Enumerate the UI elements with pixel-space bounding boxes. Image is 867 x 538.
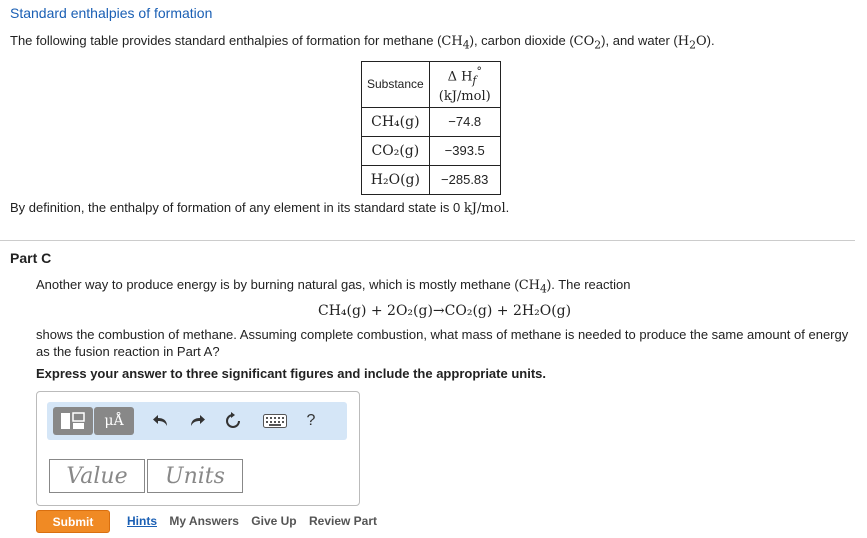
answer-instruction: Express your answer to three significant figures and include the appropriate units. <box>36 366 546 381</box>
undo-icon[interactable] <box>151 411 171 431</box>
table-row <box>362 107 501 136</box>
my-answers-link[interactable]: My Answers <box>169 514 239 528</box>
help-button[interactable]: ? <box>306 412 316 429</box>
answer-box <box>36 391 360 506</box>
col-enthalpy: Δ $H_f^\circ$ (kJ/mol) <box>429 62 500 108</box>
review-part-link[interactable]: Review Part <box>308 514 378 528</box>
col-substance: Substance <box>362 62 430 108</box>
units-symbols-button[interactable]: μÅ <box>94 407 134 435</box>
divider <box>0 240 855 241</box>
math-toolbar <box>47 402 347 440</box>
question-text-2: shows the combustion of methane. Assuming complete combustion, what mass of methane is needed to produce the same amount of energy as the fusion reaction in Part A? <box>36 327 849 359</box>
table-header-row <box>362 62 501 108</box>
value-input[interactable]: Value <box>49 459 145 493</box>
substance-cell: CO₂(g) <box>362 136 430 165</box>
part-title: Part C <box>10 250 52 266</box>
redo-icon[interactable] <box>187 411 207 431</box>
value-cell: −285.83 <box>429 165 500 194</box>
template-icon[interactable] <box>53 407 93 435</box>
table-row <box>362 136 501 165</box>
section-title: Standard enthalpies of formation <box>10 5 213 21</box>
table-row <box>362 165 501 194</box>
question-text: Another way to produce energy is by burning natural gas, which is mostly methane $(CH_4)$. The reaction <box>36 277 631 296</box>
keyboard-icon[interactable] <box>262 411 288 431</box>
intro-text: The following table provides standard enthalpies of formation for methane $(CH_4)$, carbon dioxide $(CO_2)$, and water $(H_2O)$. <box>10 33 715 52</box>
reaction-equation: CH₄(g) + 2O₂(g)→CO₂(g) + 2H₂O(g) <box>318 303 572 319</box>
definition-text: By definition, the enthalpy of formation of any element in its standard state is 0 kJ/mol. <box>10 200 510 216</box>
units-input[interactable]: Units <box>147 459 243 493</box>
substance-cell: CH₄(g) <box>362 107 430 136</box>
hints-link[interactable]: Hints <box>127 514 157 528</box>
enthalpy-table <box>361 61 501 195</box>
value-cell: −393.5 <box>429 136 500 165</box>
reset-icon[interactable] <box>223 411 243 431</box>
substance-cell: H₂O(g) <box>362 165 430 194</box>
submit-button[interactable]: Submit <box>36 510 110 533</box>
value-cell: −74.8 <box>429 107 500 136</box>
action-links <box>127 514 386 528</box>
give-up-link[interactable]: Give Up <box>251 514 297 528</box>
